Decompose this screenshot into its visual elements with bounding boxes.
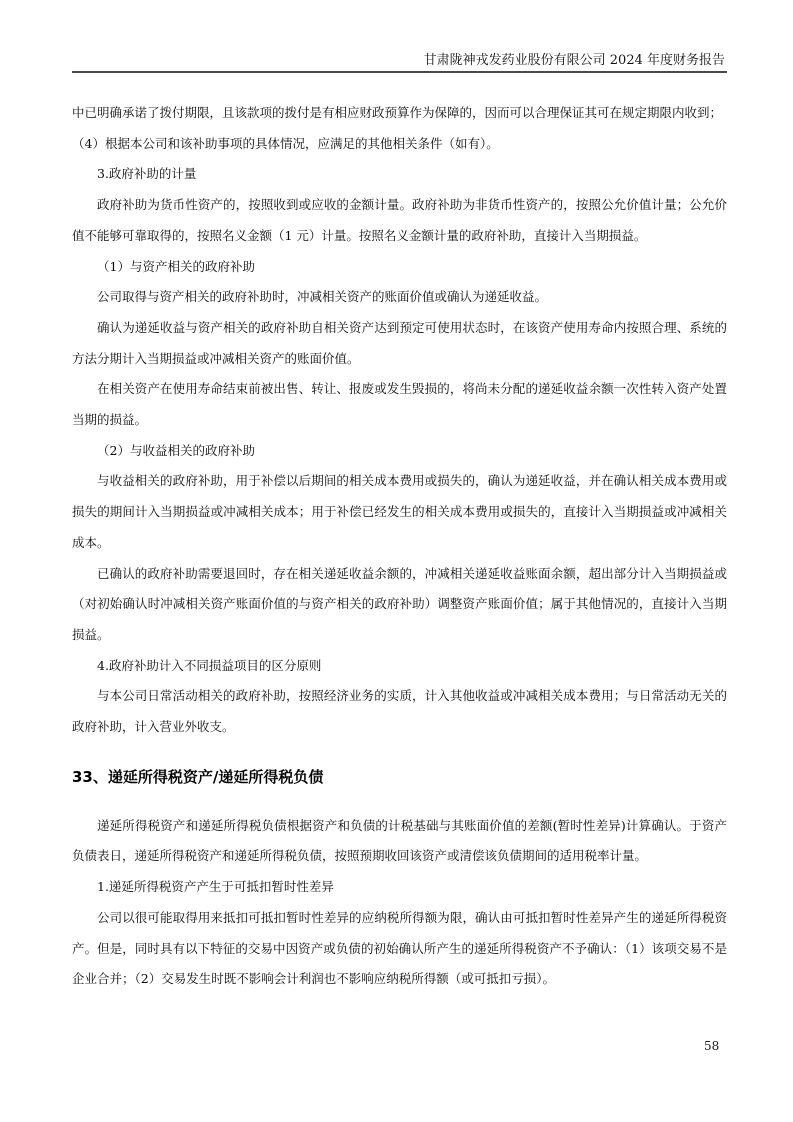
paragraph: 公司取得与资产相关的政府补助时，冲减相关资产的账面价值或确认为递延收益。	[97, 289, 548, 305]
paragraph: （1）与资产相关的政府补助	[97, 258, 255, 274]
paragraph: 4.政府补助计入不同损益项目的区分原则	[97, 657, 322, 673]
paragraph: （4）根据本公司和该补助事项的具体情况，应满足的其他相关条件（如有）。	[72, 135, 499, 151]
paragraph: 3.政府补助的计量	[97, 166, 197, 182]
section-heading: 33、递延所得税资产/递延所得税负债	[72, 767, 324, 786]
paragraph: 确认为递延收益与资产相关的政府补助自相关资产达到预定可使用状态时，在该资产使用寿命内按照合理、系统的方法分期计入当期损益或冲减相关资产的账面价值。	[72, 319, 727, 366]
paragraph: 在相关资产在使用寿命结束前被出售、转让、报废或发生毁损的，将尚未分配的递延收益余额一次性转入资产处置当期的损益。	[72, 381, 727, 428]
paragraph: 1.递延所得税资产产生于可抵扣暂时性差异	[97, 879, 334, 895]
paragraph: 递延所得税资产和递延所得税负债根据资产和负债的计税基础与其账面价值的差额(暂时性差异)计算确认。于资产负债表日，递延所得税资产和递延所得税负债，按照预期收回该资产或清偿该负债期间的适用税率计量。	[72, 817, 727, 864]
paragraph: （2）与收益相关的政府补助	[97, 442, 255, 458]
paragraph: 政府补助为货币性资产的，按照收到或应收的金额计量。政府补助为非货币性资产的，按照公允价值计量；公允价值不能够可靠取得的，按照名义金额（1 元）计量。按照名义金额计量的政府补助，直接计入当期损益。	[72, 197, 727, 243]
header-divider	[72, 71, 727, 73]
paragraph: 已确认的政府补助需要退回时，存在相关递延收益余额的，冲减相关递延收益账面余额，超出部分计入当期损益或（对初始确认时冲减相关资产账面价值的与资产相关的政府补助）调整资产账面价值；属于其他情况的，直接计入当期损益。	[72, 565, 727, 642]
header-title: 甘肃陇神戎发药业股份有限公司 2024 年度财务报告	[423, 53, 725, 68]
document-body	[72, 98, 727, 995]
paragraph: 中已明确承诺了拨付期限，且该款项的拨付是有相应财政预算作为保障的，因而可以合理保证其可在规定期限内收到；	[72, 105, 723, 120]
paragraph: 公司以很可能取得用来抵扣可抵扣暂时性差异的应纳税所得额为限，确认由可抵扣暂时性差异产生的递延所得税资产。但是，同时具有以下特征的交易中因资产或负债的初始确认所产生的递延所得税资产不予确认：（1）该项交易不是企业合并；（2）交易发生时既不影响会计利润也不影响应纳税所得额（或可抵扣亏损）。	[72, 909, 727, 987]
paragraph: 与本公司日常活动相关的政府补助，按照经济业务的实质，计入其他收益或冲减相关成本费用；与日常活动无关的政府补助，计入营业外收支。	[72, 688, 727, 735]
page-number: 58	[704, 1039, 720, 1053]
paragraph: 与收益相关的政府补助，用于补偿以后期间的相关成本费用或损失的，确认为递延收益，并在确认相关成本费用或损失的期间计入当期损益或冲减相关成本；用于补偿已经发生的相关成本费用或损失的，直接计入当期损益或冲减相关成本。	[72, 473, 727, 550]
